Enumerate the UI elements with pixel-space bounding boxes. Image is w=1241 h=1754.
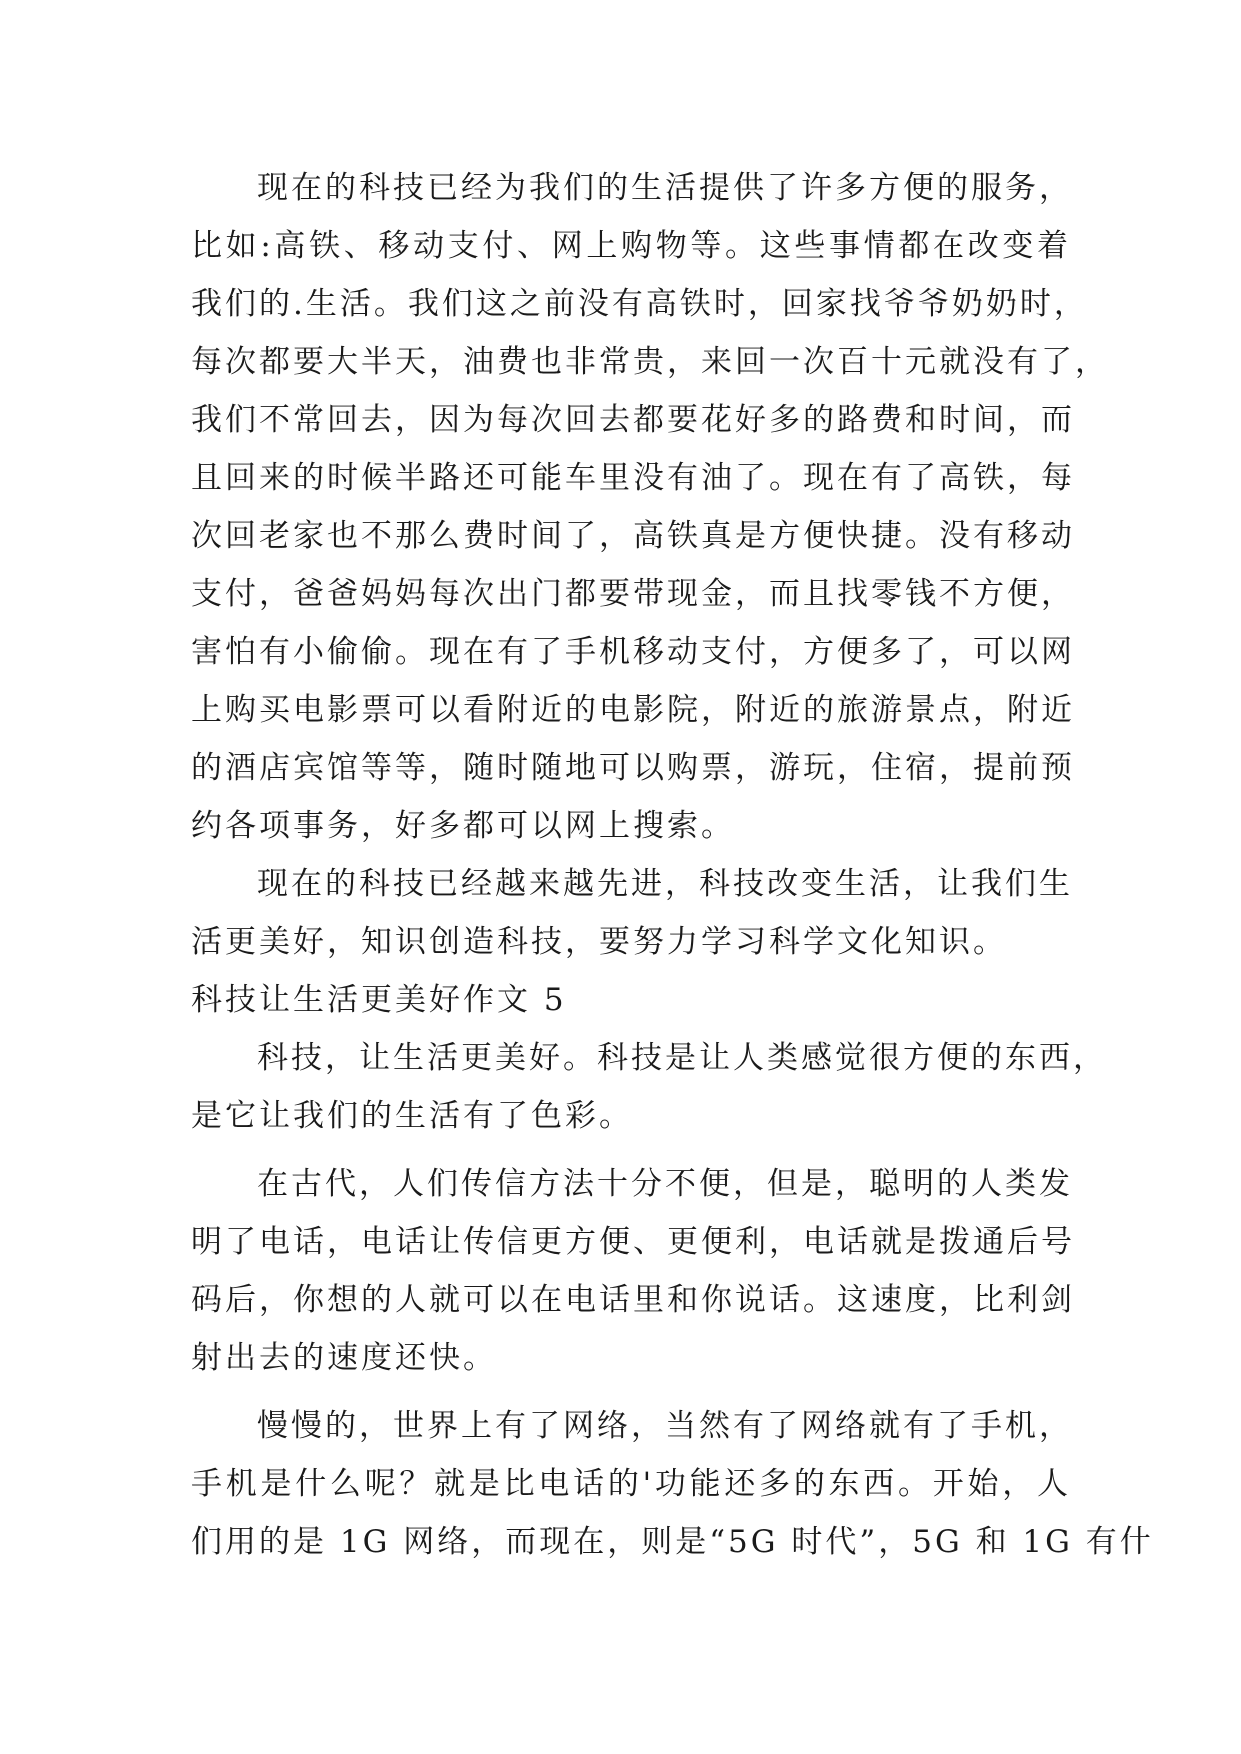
- paragraph-1-line-2: 比如:高铁、移动支付、网上购物等。这些事情都在改变着: [191, 228, 1071, 264]
- paragraph-1-line-3: 我们的.生活。我们这之前没有高铁时，回家找爷爷奶奶时，: [191, 286, 1088, 322]
- paragraph-1-line-12: 约各项事务，好多都可以网上搜索。: [191, 808, 735, 844]
- paragraph-1-line-4: 每次都要大半天，油费也非常贵，来回一次百十元就没有了，: [191, 344, 1109, 380]
- paragraph-1-line-11: 的酒店宾馆等等，随时随地可以购票，游玩，住宿，提前预: [191, 750, 1075, 786]
- paragraph-2-line-1: 现在的科技已经越来越先进，科技改变生活，让我们生: [257, 866, 1073, 902]
- paragraph-4-line-2: 明了电话，电话让传信更方便、更便利，电话就是拨通后号: [191, 1224, 1075, 1260]
- paragraph-4-line-3: 码后，你想的人就可以在电话里和你说话。这速度，比利剑: [191, 1282, 1075, 1318]
- paragraph-1-line-7: 次回老家也不那么费时间了，高铁真是方便快捷。没有移动: [191, 518, 1075, 554]
- paragraph-4-line-1: 在古代，人们传信方法十分不便，但是，聪明的人类发: [257, 1166, 1073, 1202]
- paragraph-1-line-6: 且回来的时候半路还可能车里没有油了。现在有了高铁，每: [191, 460, 1075, 496]
- paragraph-2-line-2: 活更美好，知识创造科技，要努力学习科学文化知识。: [191, 924, 1007, 960]
- paragraph-1-line-1: 现在的科技已经为我们的生活提供了许多方便的服务，: [257, 170, 1073, 206]
- essay-title: 科技让生活更美好作文 5: [191, 982, 567, 1018]
- paragraph-5-line-3: 们用的是 1G 网络，而现在，则是“5G 时代”，5G 和 1G 有什: [191, 1524, 1154, 1560]
- paragraph-5-line-2: 手机是什么呢？就是比电话的'功能还多的东西。开始，人: [191, 1466, 1071, 1502]
- paragraph-1-line-5: 我们不常回去，因为每次回去都要花好多的路费和时间，而: [191, 402, 1075, 438]
- paragraph-1-line-8: 支付，爸爸妈妈每次出门都要带现金，而且找零钱不方便，: [191, 576, 1075, 612]
- paragraph-3-line-1: 科技，让生活更美好。科技是让人类感觉很方便的东西，: [257, 1040, 1107, 1076]
- paragraph-1-line-10: 上购买电影票可以看附近的电影院，附近的旅游景点，附近: [191, 692, 1075, 728]
- paragraph-4-line-4: 射出去的速度还快。: [191, 1340, 497, 1376]
- paragraph-1-line-9: 害怕有小偷偷。现在有了手机移动支付，方便多了，可以网: [191, 634, 1075, 670]
- paragraph-5-line-1: 慢慢的，世界上有了网络，当然有了网络就有了手机，: [257, 1408, 1073, 1444]
- paragraph-3-line-2: 是它让我们的生活有了色彩。: [191, 1098, 633, 1134]
